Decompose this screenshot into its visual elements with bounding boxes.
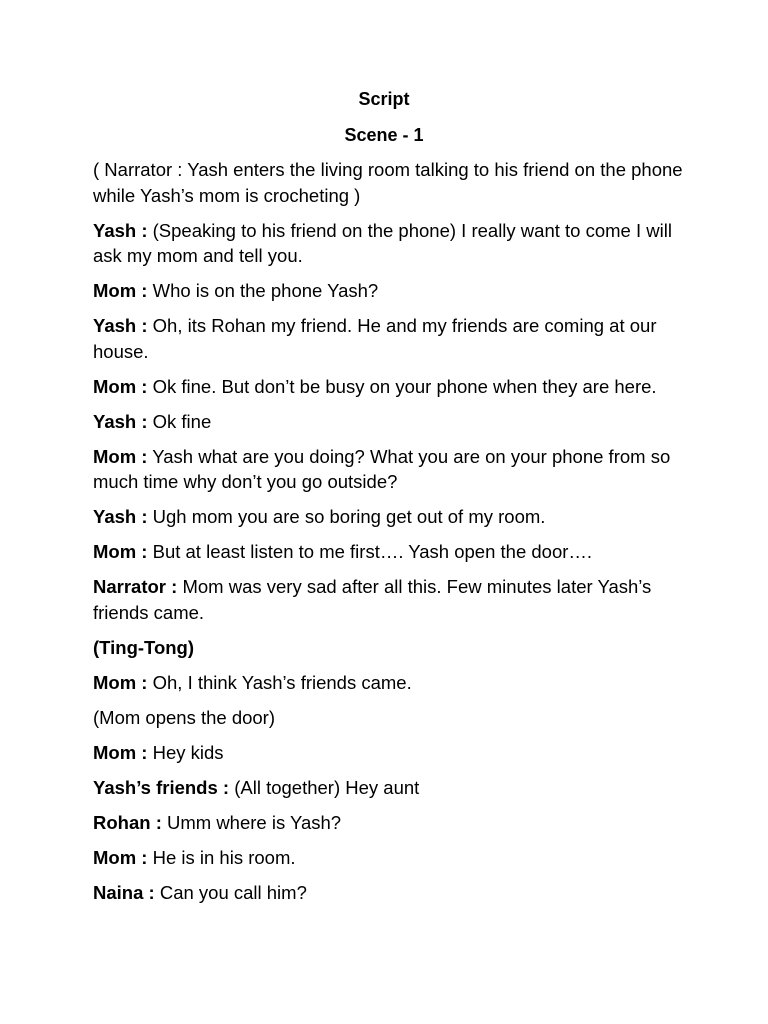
dialogue-line bbox=[93, 670, 683, 696]
dialogue-text: He is in his room. bbox=[147, 846, 296, 868]
dialogue-line bbox=[93, 278, 683, 304]
speaker-name: Rohan : bbox=[93, 811, 162, 833]
dialogue-text: Umm where is Yash? bbox=[161, 811, 342, 833]
dialogue-line bbox=[93, 775, 683, 801]
speaker-name: Mom : bbox=[93, 541, 148, 562]
speaker-name: Naina : bbox=[93, 881, 155, 903]
document-title: Script bbox=[358, 89, 410, 109]
dialogue-text: Oh, its Rohan my friend. He and my friends are coming at our house. bbox=[93, 315, 657, 362]
dialogue-line bbox=[93, 845, 683, 871]
speaker-name: Yash : bbox=[93, 219, 148, 241]
speaker-name: Yash’s friends : bbox=[93, 776, 230, 798]
dialogue-line bbox=[93, 539, 683, 565]
dialogue-line bbox=[93, 444, 683, 495]
dialogue-text: Ugh mom you are so boring get out of my room. bbox=[147, 506, 546, 527]
dialogue-line bbox=[93, 574, 683, 625]
dialogue-text: Ok fine bbox=[147, 410, 212, 432]
scene-heading: Scene - 1 bbox=[344, 125, 424, 145]
speaker-name: Mom : bbox=[93, 375, 148, 397]
speaker-name: Yash : bbox=[93, 410, 148, 432]
dialogue-text: Oh, I think Yash’s friends came. bbox=[147, 671, 412, 693]
dialogue-line bbox=[93, 313, 683, 364]
dialogue-text: Mom was very sad after all this. Few minutes later Yash’s friends came. bbox=[93, 576, 652, 623]
dialogue-text: Hey kids bbox=[147, 741, 224, 763]
dialogue-line bbox=[93, 705, 683, 731]
speaker-name: Yash : bbox=[93, 315, 148, 336]
speaker-name: Mom : bbox=[93, 671, 148, 693]
speaker-name: Mom : bbox=[93, 846, 148, 868]
dialogue-text: (All together) Hey aunt bbox=[229, 776, 420, 798]
speaker-name: Yash : bbox=[93, 506, 148, 527]
dialogue-text: Who is on the phone Yash? bbox=[147, 280, 379, 301]
script-body bbox=[93, 157, 683, 915]
dialogue-text: Yash what are you doing? What you are on your phone from so much time why don’t you go outside? bbox=[93, 445, 671, 492]
dialogue-text: ( Narrator : Yash enters the living room talking to his friend on the phone while Yash’s mom is crocheting ) bbox=[93, 159, 683, 206]
dialogue-text: But at least listen to me first…. Yash open the door…. bbox=[147, 541, 593, 562]
dialogue-line bbox=[93, 218, 683, 269]
dialogue-text: Ok fine. But don’t be busy on your phone when they are here. bbox=[147, 375, 657, 397]
dialogue-line bbox=[93, 504, 683, 530]
dialogue-line bbox=[93, 409, 683, 435]
speaker-name: Narrator : bbox=[93, 576, 178, 597]
dialogue-line bbox=[93, 374, 683, 400]
dialogue-text: (Mom opens the door) bbox=[93, 706, 276, 728]
speaker-name: Mom : bbox=[93, 280, 148, 301]
dialogue-text: Can you call him? bbox=[154, 881, 307, 903]
dialogue-line bbox=[93, 810, 683, 836]
dialogue-text: (Speaking to his friend on the phone) I really want to come I will ask my mom and tell you. bbox=[93, 219, 672, 266]
speaker-name: Mom : bbox=[93, 445, 148, 467]
dialogue-line bbox=[93, 157, 683, 208]
speaker-name: (Ting-Tong) bbox=[93, 636, 195, 658]
speaker-name: Mom : bbox=[93, 741, 148, 763]
dialogue-line bbox=[93, 880, 683, 906]
dialogue-line bbox=[93, 740, 683, 766]
dialogue-line bbox=[93, 635, 683, 661]
